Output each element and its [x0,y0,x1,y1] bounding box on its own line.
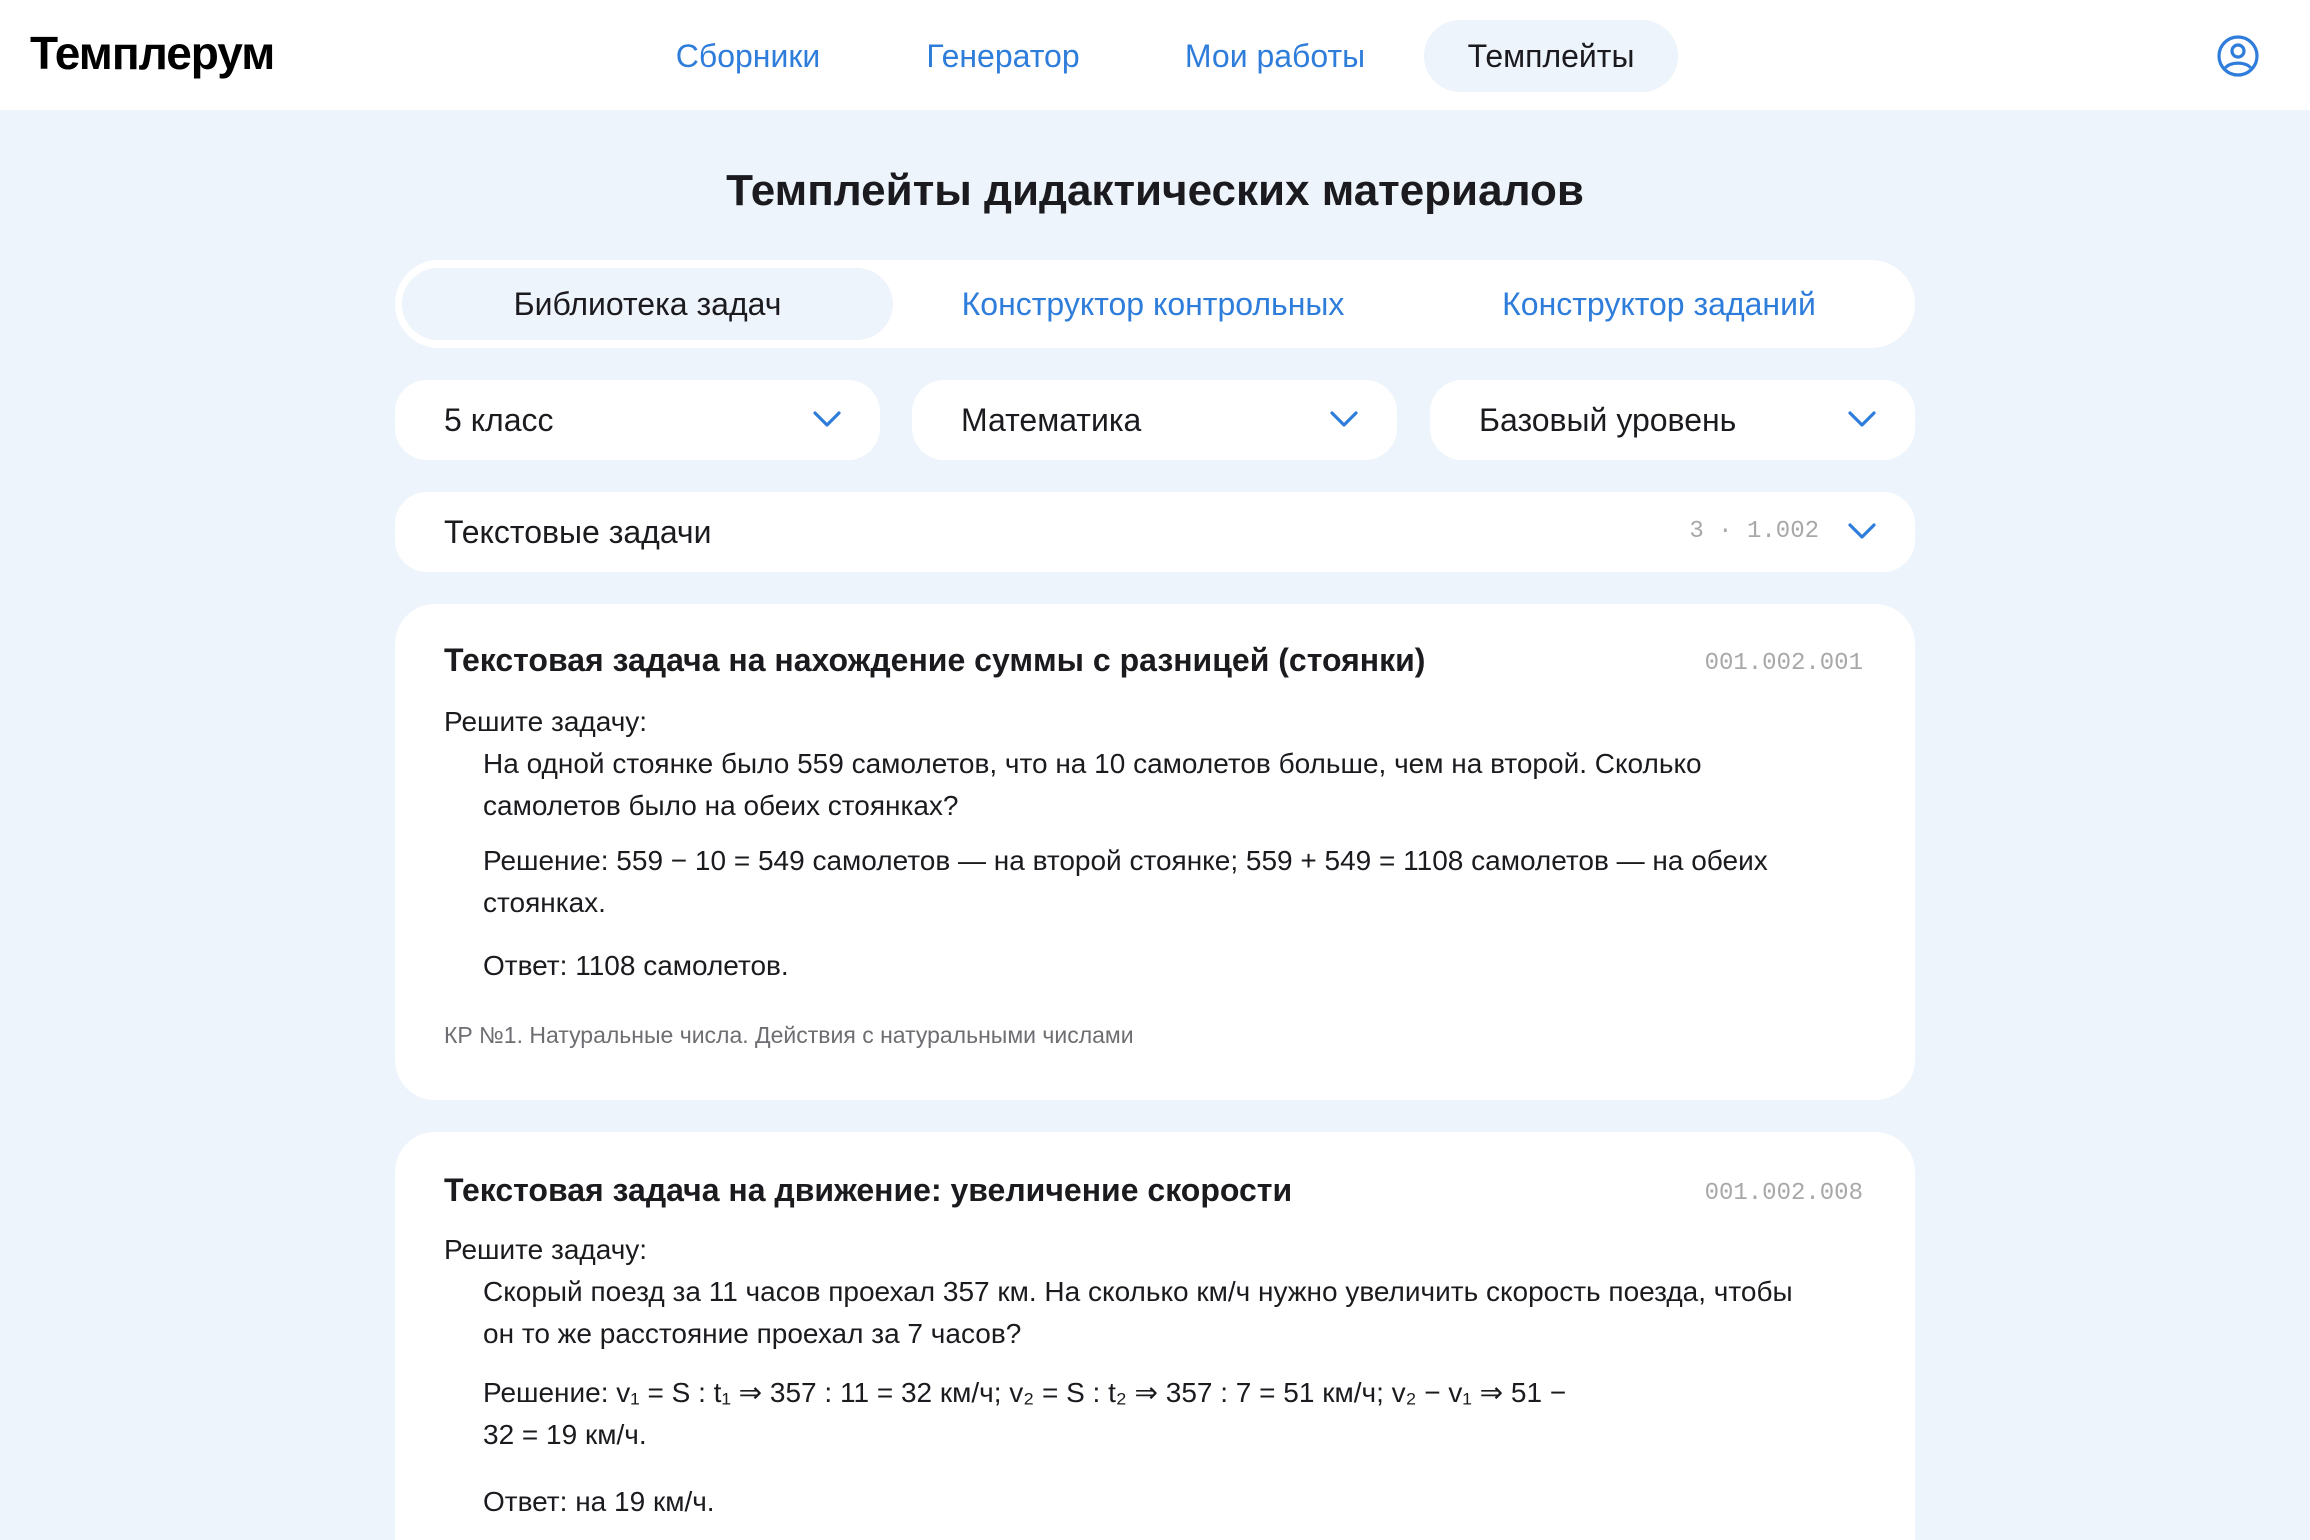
level-select-value: Базовый уровень [1479,402,1737,438]
task-solution [483,1376,1566,1409]
level-select[interactable] [1430,380,1915,460]
task-code: 001.002.008 [1704,1180,1863,1207]
task-problem-line: Скорый поезд за 11 часов проехал 357 км. На сколько км/ч нужно увеличить скорость поезда, чтобы [483,1276,1793,1307]
grade-select-value: 5 класс [444,402,554,438]
subject-select[interactable] [912,380,1397,460]
solution-text: v₁ = S : t₁ ⇒ 357 : 11 = 32 км/ч; v₂ = S : t₂ ⇒ 357 : 7 = 51 км/ч; v₂ − v₁ ⇒ 51 − [616,1377,1567,1408]
category-select[interactable] [395,492,1915,572]
user-circle-icon[interactable] [2216,34,2260,78]
task-problem-line: На одной стоянке было 559 самолетов, что на 10 самолетов больше, чем на второй. Сколько [483,748,1702,779]
category-label: Текстовые задачи [444,514,712,550]
nav-item-generator[interactable]: Генератор [926,38,1080,74]
task-problem-line: он то же расстояние проехал за 7 часов? [483,1318,1022,1349]
task-solution [483,845,1768,877]
task-source-note: КР №1. Натуральные числа. Действия с натуральными числами [444,1022,1134,1048]
subject-select-value: Математика [961,402,1142,438]
answer-text: 1108 самолетов. [575,950,789,981]
task-solution-line: стоянках. [483,887,606,918]
answer-label: Ответ: [483,1486,568,1517]
chevron-down-icon [1847,520,1877,542]
page-title: Темплейты дидактических материалов [726,166,1584,215]
task-answer [483,1486,715,1518]
solution-label: Решение: [483,845,609,876]
nav-item-my-works[interactable]: Мои работы [1184,38,1366,74]
task-code: 001.002.001 [1704,650,1863,677]
answer-text: на 19 км/ч. [575,1486,715,1517]
answer-label: Ответ: [483,950,568,981]
solution-text: 559 − 10 = 549 самолетов — на второй стоянке; 559 + 549 = 1108 самолетов — на обеих [616,845,1768,876]
section-tabs [395,260,1915,348]
grade-select[interactable] [395,380,880,460]
chevron-down-icon [1329,408,1359,430]
task-card[interactable] [395,604,1915,1100]
tab-assignment-builder[interactable]: Конструктор заданий [1502,286,1816,322]
task-prompt: Решите задачу: [444,1234,648,1265]
chevron-down-icon [812,408,842,430]
logo[interactable]: Темплерум [30,27,275,79]
task-title: Текстовая задача на движение: увеличение скорости [444,1172,1293,1208]
nav-item-collections[interactable]: Сборники [675,38,821,74]
task-answer [483,950,789,982]
solution-label: Решение: [483,1377,609,1408]
chevron-down-icon [1847,408,1877,430]
nav-item-templates[interactable]: Темплейты [1424,20,1678,92]
tab-task-library[interactable]: Библиотека задач [402,268,893,340]
task-solution-line: 32 = 19 км/ч. [483,1419,647,1450]
task-problem-line: самолетов было на обеих стоянках? [483,790,959,821]
task-title: Текстовая задача на нахождение суммы с разницей (стоянки) [444,642,1426,678]
tab-test-builder[interactable]: Конструктор контрольных [961,286,1345,322]
top-header [0,0,2310,110]
task-prompt: Решите задачу: [444,706,648,737]
task-card[interactable] [395,1132,1915,1540]
category-count: 3 · 1.002 [1689,518,1819,545]
